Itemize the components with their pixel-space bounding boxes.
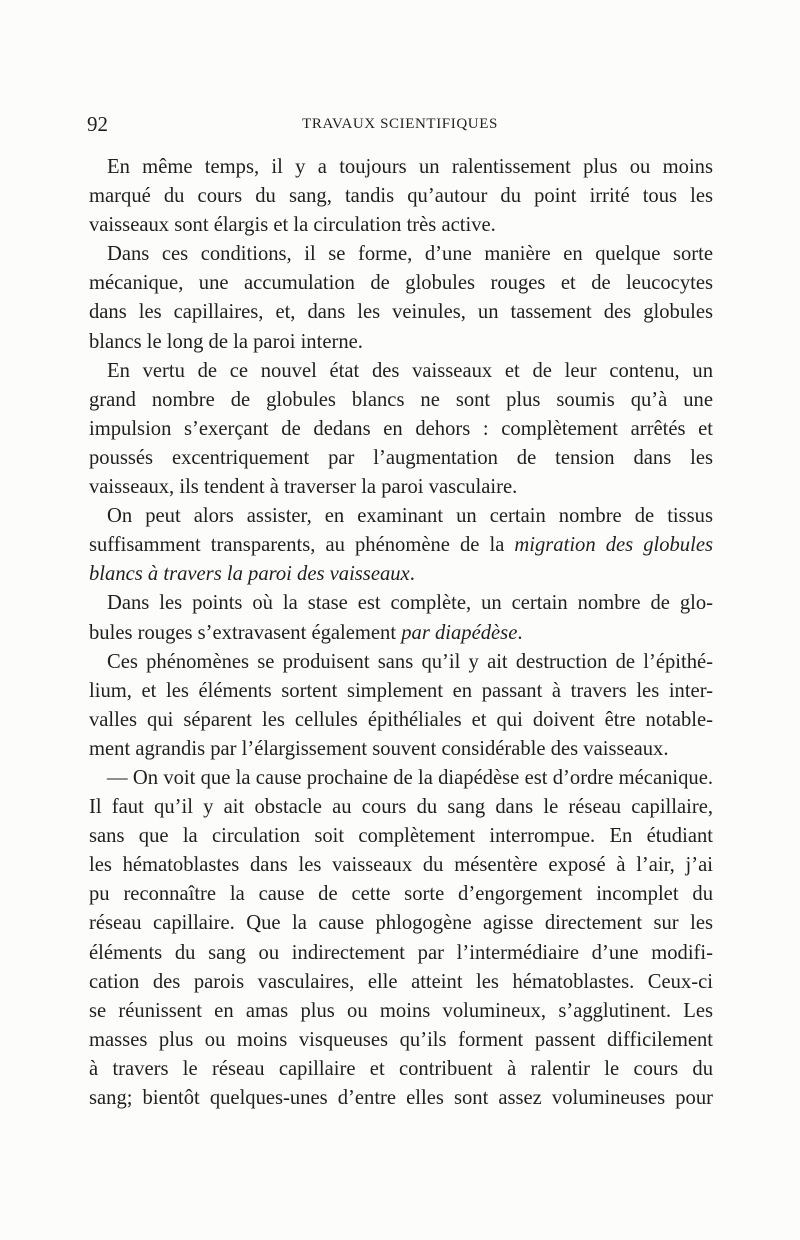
text-line: dans les capillaires, et, dans les veinules, un tassement des globules <box>89 301 713 324</box>
text-line: Dans ces conditions, il se forme, d’une manière en quelque sorte <box>107 243 713 266</box>
text-line <box>89 619 713 648</box>
text-line: vaisseaux, ils tendent à traverser la paroi vasculaire. <box>89 476 518 499</box>
text-line: En même temps, il y a toujours un ralentissement plus ou moins <box>107 156 713 178</box>
text-fragment: . <box>409 563 415 586</box>
text-line: poussés excentriquement par l’augmentation de tension dans les <box>89 446 713 469</box>
text-line: réseau capillaire. Que la cause phlogogène agisse directement sur les <box>89 912 713 935</box>
body-text <box>89 153 713 1113</box>
text-line <box>89 560 713 589</box>
text-line: se réunissent en amas plus ou moins volumineux, s’agglutinent. Les <box>89 999 713 1022</box>
text-line: Dans les points où la stase est complète, un certain nombre de glo- <box>107 592 713 615</box>
text-line: Il faut qu’il y ait obstacle au cours du sang dans le réseau capillaire, <box>89 796 713 819</box>
text-line: grand nombre de globules blancs ne sont plus soumis qu’à une <box>89 388 713 411</box>
text-fragment: suffisamment transparents, au phénomène de la <box>89 534 515 557</box>
text-line: les hématoblastes dans les vaisseaux du mésentère exposé à l’air, j’ai <box>89 854 713 877</box>
text-fragment: bules rouges s’extravasent également <box>89 621 402 644</box>
paragraph-7 <box>89 764 713 1113</box>
text-line: lium, et les éléments sortent simplement en passant à travers les inter- <box>89 679 713 702</box>
italic-term: migration des globules <box>514 534 713 557</box>
paragraph-6 <box>89 648 713 764</box>
text-line: blancs le long de la paroi interne. <box>89 330 363 353</box>
text-line: à travers le réseau capillaire et contribuent à ralentir le cours du <box>89 1057 713 1080</box>
text-line: Ces phénomènes se produisent sans qu’il y ait destruction de l’épithé- <box>107 650 713 673</box>
paragraph-3 <box>89 357 713 502</box>
text-line: cation des parois vasculaires, elle atteint les hématoblastes. Ceux-ci <box>89 970 713 993</box>
paragraph-4 <box>89 502 713 589</box>
page-number: 92 <box>87 112 108 136</box>
text-line: pu reconnaître la cause de cette sorte d’engorgement incomplet du <box>89 883 713 906</box>
text-line: On peut alors assister, en examinant un certain nombre de tissus <box>107 505 713 528</box>
text-fragment: . <box>517 621 523 644</box>
text-line <box>89 531 713 560</box>
paragraph-1 <box>89 153 713 240</box>
text-line: mécanique, une accumulation de globules rouges et de leucocytes <box>89 272 713 295</box>
italic-term: par diapédèse <box>401 621 518 644</box>
text-line: sans que la circulation soit complètement interrompue. En étudiant <box>89 825 713 848</box>
page-header <box>87 112 713 138</box>
running-title: TRAVAUX SCIENTIFIQUES <box>302 116 498 132</box>
text-line: vaisseaux sont élargis et la circulation très active. <box>89 214 496 237</box>
text-line: marqué du cours du sang, tandis qu’autour du point irrité tous les <box>89 185 713 208</box>
text-line: valles qui séparent les cellules épithéliales et qui doivent être notable- <box>89 708 713 731</box>
text-line: masses plus ou moins visqueuses qu’ils forment passent difficilement <box>89 1028 713 1051</box>
text-line: impulsion s’exerçant de dedans en dehors : complètement arrêtés et <box>89 417 713 440</box>
paragraph-5 <box>89 589 713 647</box>
paragraph-2 <box>89 240 713 356</box>
text-line: En vertu de ce nouvel état des vaisseaux et de leur contenu, un <box>107 359 713 382</box>
text-line: — On voit que la cause prochaine de la diapédèse est d’ordre mécanique. <box>107 766 713 789</box>
text-line: sang; bientôt quelques-unes d’entre elles sont assez volumineuses pour <box>89 1087 713 1109</box>
text-line: ment agrandis par l’élargissement souvent considérable des vaisseaux. <box>89 737 669 760</box>
text-line: éléments du sang ou indirectement par l’intermédiaire d’une modifi- <box>89 941 713 964</box>
italic-term: blancs à travers la paroi des vaisseaux <box>89 563 410 586</box>
